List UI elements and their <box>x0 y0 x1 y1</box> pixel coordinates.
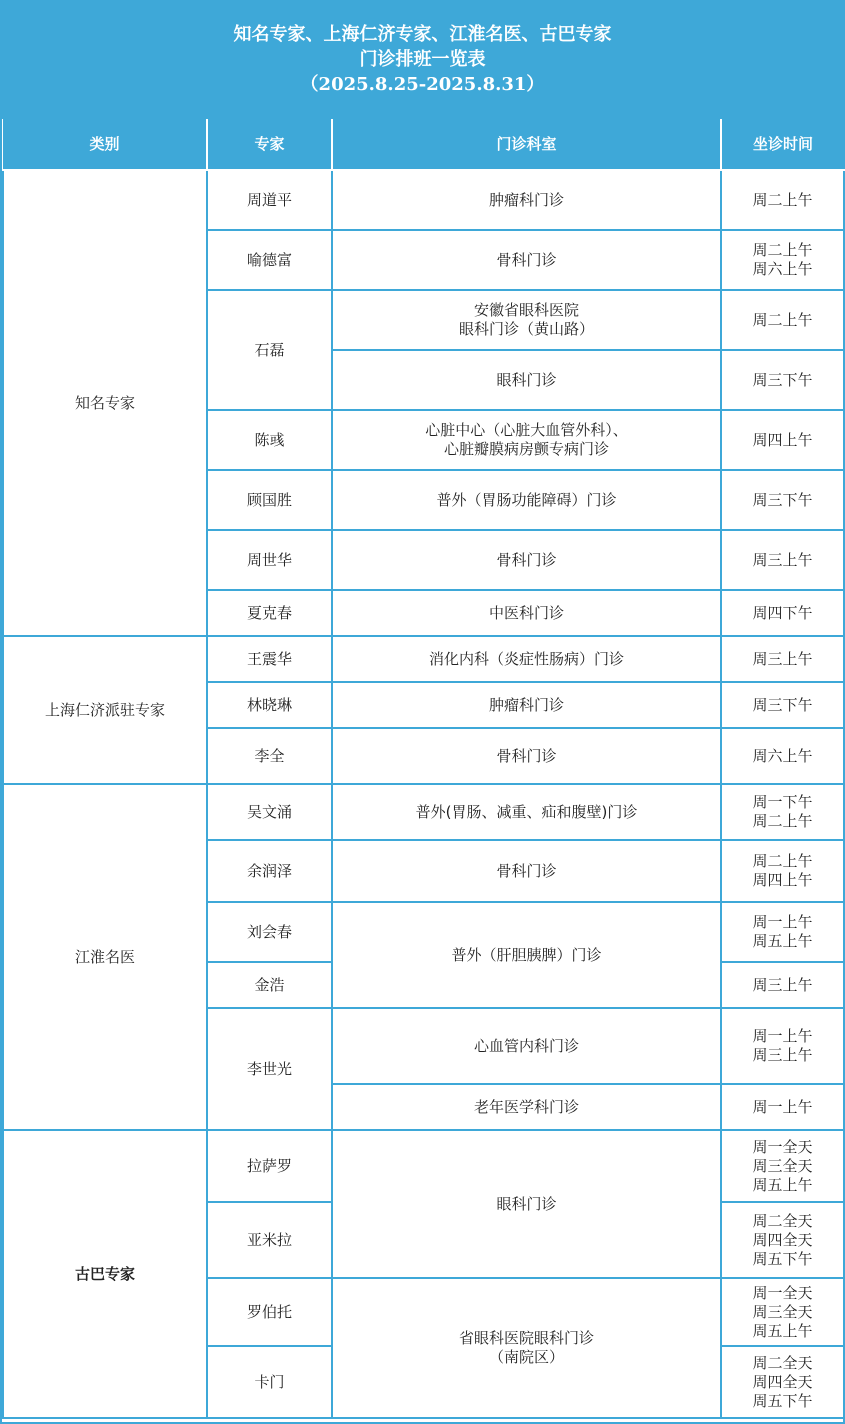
schedule-time: 周一上午 周五上午 <box>721 902 844 962</box>
expert-name: 李世光 <box>207 1008 332 1130</box>
schedule-time: 周二全天 周四全天 周五下午 <box>721 1202 844 1278</box>
expert-name: 拉萨罗 <box>207 1130 332 1202</box>
expert-name: 周世华 <box>207 530 332 590</box>
expert-name: 夏克春 <box>207 590 332 636</box>
schedule-time: 周一下午 周二上午 <box>721 784 844 840</box>
schedule-time: 周三下午 <box>721 682 844 728</box>
schedule-time: 周三上午 <box>721 636 844 682</box>
title-line-3: （2025.8.25-2025.8.31） <box>300 74 545 95</box>
schedule-time: 周三上午 <box>721 530 844 590</box>
title-line-2: 门诊排班一览表 <box>359 49 486 70</box>
schedule-time: 周三下午 <box>721 470 844 530</box>
expert-name: 周道平 <box>207 170 332 230</box>
schedule-time: 周四上午 <box>721 410 844 470</box>
schedule-time: 周二上午 周六上午 <box>721 230 844 290</box>
group-jianghuai: 江淮名医 <box>3 784 207 1130</box>
table-row <box>3 170 844 230</box>
department: 眼科门诊 <box>332 1130 721 1278</box>
schedule-time: 周二上午 <box>721 170 844 230</box>
department: 普外（肝胆胰脾）门诊 <box>332 902 721 1008</box>
department: 肿瘤科门诊 <box>332 682 721 728</box>
expert-name: 吴文涌 <box>207 784 332 840</box>
expert-name: 林晓琳 <box>207 682 332 728</box>
table-row <box>3 784 844 840</box>
schedule-time: 周一上午 周三上午 <box>721 1008 844 1084</box>
schedule-time: 周三上午 <box>721 962 844 1008</box>
header-department: 门诊科室 <box>332 119 721 170</box>
department: 骨科门诊 <box>332 728 721 784</box>
expert-name: 王震华 <box>207 636 332 682</box>
department: 老年医学科门诊 <box>332 1084 721 1130</box>
department: 肿瘤科门诊 <box>332 170 721 230</box>
department: 普外（胃肠功能障碍）门诊 <box>332 470 721 530</box>
expert-name: 金浩 <box>207 962 332 1008</box>
table-row <box>3 1130 844 1202</box>
schedule-time: 周二上午 <box>721 290 844 350</box>
schedule-table <box>2 119 845 1419</box>
title-banner <box>2 0 843 119</box>
schedule-time: 周六上午 <box>721 728 844 784</box>
department: 心血管内科门诊 <box>332 1008 721 1084</box>
schedule-time: 周三下午 <box>721 350 844 410</box>
department: 安徽省眼科医院 眼科门诊（黄山路） <box>332 290 721 350</box>
schedule-time: 周四下午 <box>721 590 844 636</box>
expert-name: 喻德富 <box>207 230 332 290</box>
schedule-time: 周一全天 周三全天 周五上午 <box>721 1130 844 1202</box>
header-time: 坐诊时间 <box>721 119 844 170</box>
group-famous: 知名专家 <box>3 170 207 636</box>
expert-name: 余润泽 <box>207 840 332 902</box>
schedule-time: 周二上午 周四上午 <box>721 840 844 902</box>
expert-name: 卡门 <box>207 1346 332 1418</box>
department: 省眼科医院眼科门诊 （南院区） <box>332 1278 721 1418</box>
title-line-1: 知名专家、上海仁济专家、江淮名医、古巴专家 <box>233 24 612 45</box>
header-expert: 专家 <box>207 119 332 170</box>
schedule-time: 周一上午 <box>721 1084 844 1130</box>
group-cuba: 古巴专家 <box>3 1130 207 1418</box>
expert-name: 亚米拉 <box>207 1202 332 1278</box>
department: 眼科门诊 <box>332 350 721 410</box>
department: 骨科门诊 <box>332 230 721 290</box>
expert-name: 刘会春 <box>207 902 332 962</box>
header-row <box>3 119 844 170</box>
department: 骨科门诊 <box>332 840 721 902</box>
schedule-time: 周一全天 周三全天 周五上午 <box>721 1278 844 1346</box>
schedule-time: 周二全天 周四全天 周五下午 <box>721 1346 844 1418</box>
expert-name: 罗伯托 <box>207 1278 332 1346</box>
expert-name: 石磊 <box>207 290 332 410</box>
department: 骨科门诊 <box>332 530 721 590</box>
group-renji: 上海仁济派驻专家 <box>3 636 207 784</box>
header-category: 类别 <box>3 119 207 170</box>
department: 中医科门诊 <box>332 590 721 636</box>
expert-name: 李全 <box>207 728 332 784</box>
expert-name: 顾国胜 <box>207 470 332 530</box>
department: 普外(胃肠、减重、疝和腹壁)门诊 <box>332 784 721 840</box>
expert-name: 陈彧 <box>207 410 332 470</box>
department: 心脏中心（心脏大血管外科）、 心脏瓣膜病房颤专病门诊 <box>332 410 721 470</box>
department: 消化内科（炎症性肠病）门诊 <box>332 636 721 682</box>
table-row <box>3 636 844 682</box>
